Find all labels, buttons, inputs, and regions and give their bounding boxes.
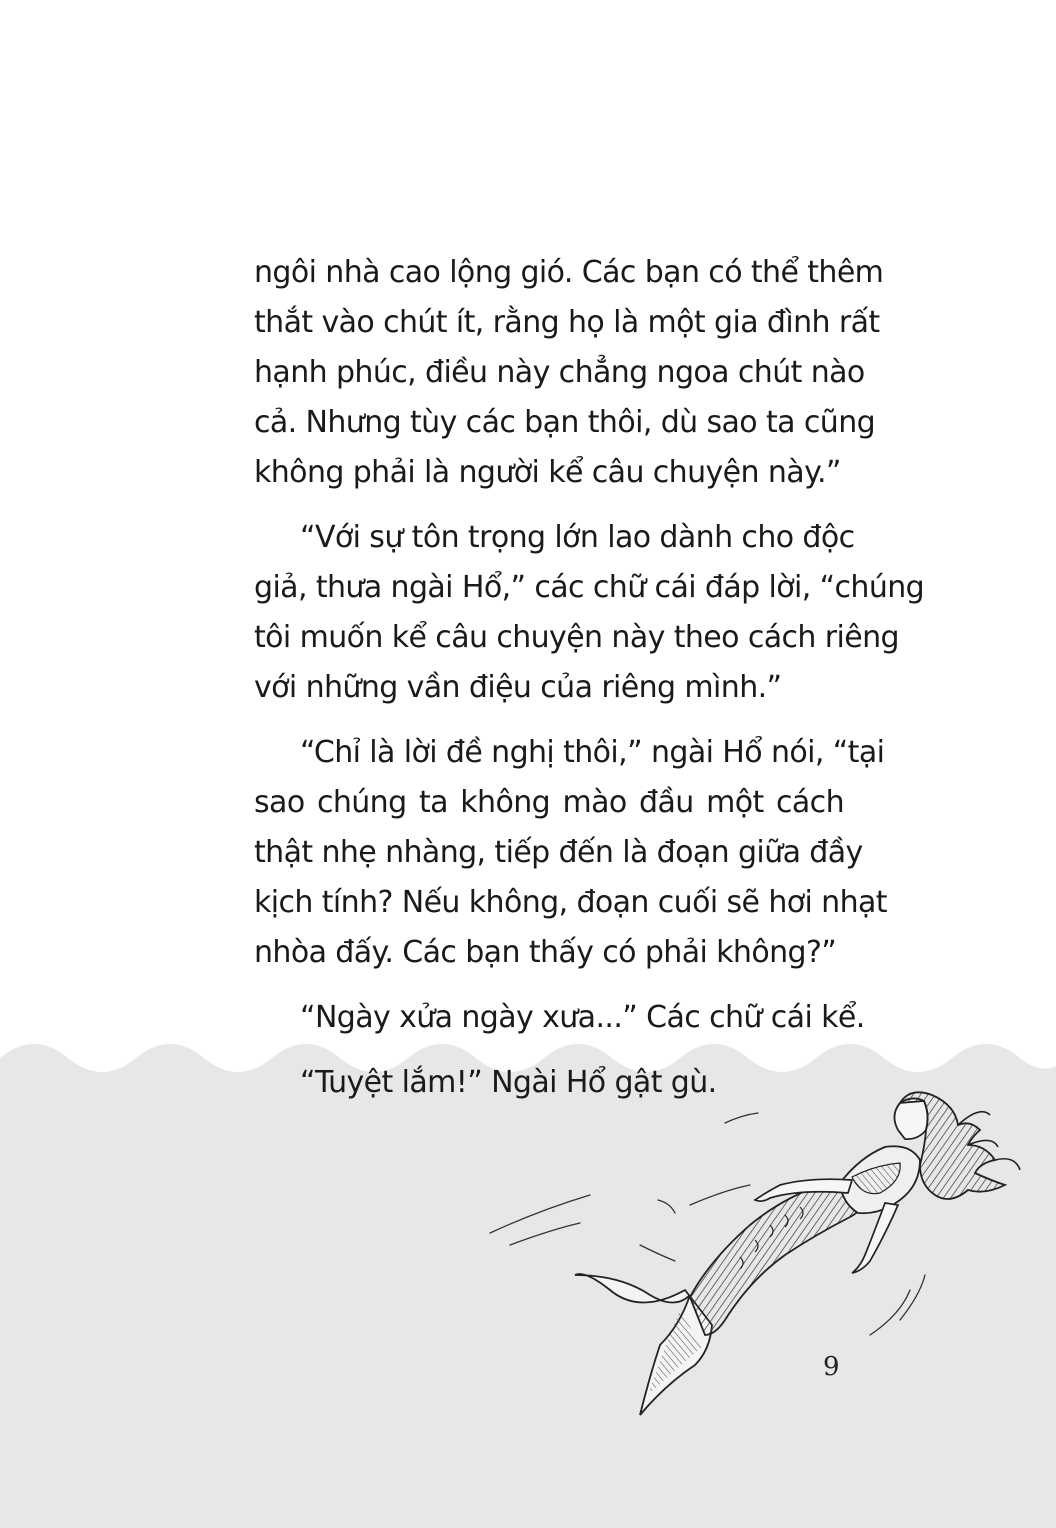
text-line: “Ngày xửa ngày xưa...” Các chữ cái kể. (300, 1000, 865, 1035)
paragraph-2 (254, 513, 925, 713)
text-line: tôi muốn kể câu chuyện này theo cách riêng (254, 620, 899, 655)
text-line: “Với sự tôn trọng lớn lao dành cho độc (300, 520, 855, 555)
text-line: cả. Nhưng tùy các bạn thôi, dù sao ta cũng (254, 405, 876, 440)
text-line: không phải là người kể câu chuyện này.” (254, 455, 841, 490)
paragraph-3 (254, 728, 887, 978)
mermaid-illustration (480, 1085, 1040, 1465)
page-number: 9 (823, 1352, 840, 1382)
text-line: “Tuyệt lắm!” Ngài Hổ gật gù. (300, 1065, 717, 1100)
text-line: thật nhẹ nhàng, tiếp đến là đoạn giữa đầy (254, 835, 863, 870)
mermaid-tail (690, 1180, 867, 1335)
text-line: kịch tính? Nếu không, đoạn cuối sẽ hơi nhạt (254, 885, 887, 920)
mermaid-head (894, 1098, 927, 1139)
text-line: giả, thưa ngài Hổ,” các chữ cái đáp lời, “chúng (254, 570, 925, 605)
paragraph-1 (254, 248, 884, 498)
text-line: thắt vào chút ít, rằng họ là một gia đình rất (254, 305, 880, 340)
text-line: “Chỉ là lời đề nghị thôi,” ngài Hổ nói, “tại (300, 735, 885, 770)
text-line: với những vần điệu của riêng mình.” (254, 670, 782, 705)
text-line: ngôi nhà cao lộng gió. Các bạn có thể thêm (254, 255, 884, 290)
text-line: hạnh phúc, điều này chẳng ngoa chút nào (254, 355, 865, 390)
paragraph-5 (254, 1058, 844, 1108)
text-line: nhòa đấy. Các bạn thấy có phải không?” (254, 935, 837, 970)
story-text (254, 248, 925, 1108)
text-line: sao chúng ta không mào đầu một cách (254, 785, 844, 820)
paragraph-4 (254, 993, 865, 1043)
